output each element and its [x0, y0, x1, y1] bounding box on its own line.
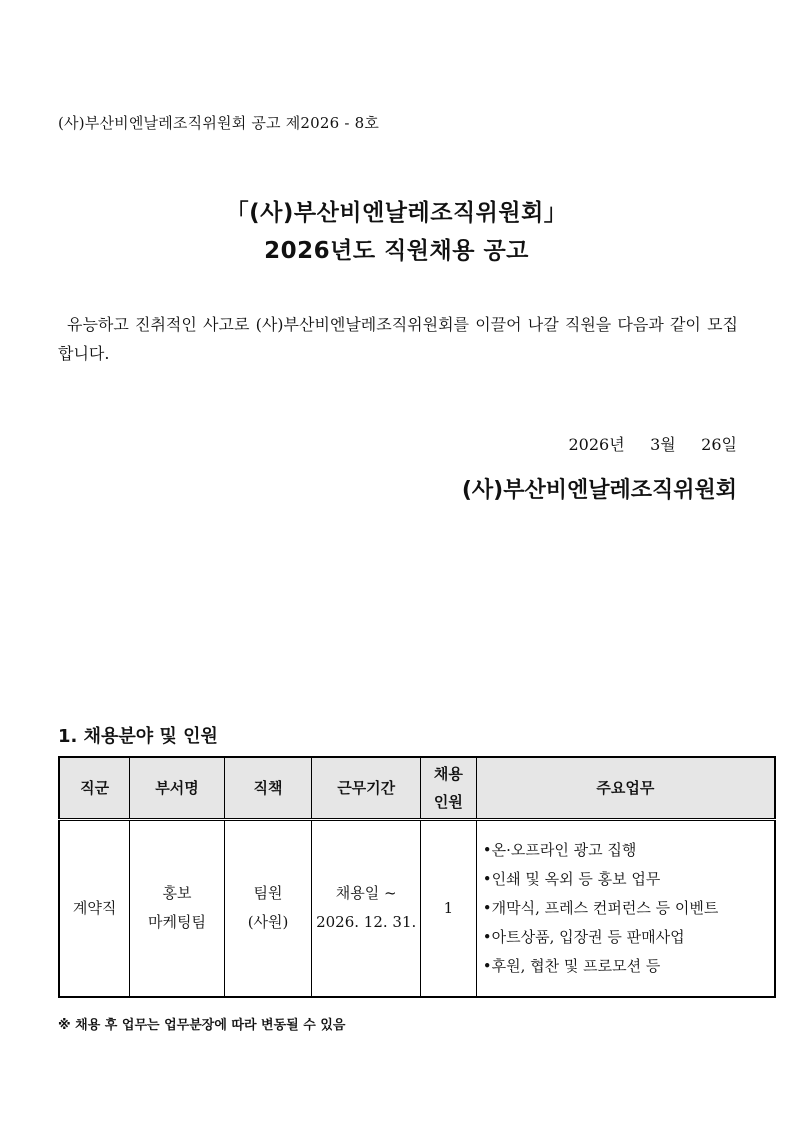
recruitment-table: [58, 756, 776, 998]
header-department: 부서명: [130, 757, 225, 819]
cell-job-type: 계약직: [59, 819, 130, 997]
cell-department-line1: 홍보: [162, 884, 192, 903]
cell-duties: [476, 819, 775, 997]
organization-signature: (사)부산비엔날레조직위원회: [461, 478, 737, 503]
page-title-organization: 「(사)부산비엔날레조직위원회」: [225, 200, 568, 226]
cell-position: [224, 819, 312, 997]
header-position: 직책: [224, 757, 312, 819]
header-period: 근무기간: [312, 757, 421, 819]
duty-item: •온·오프라인 광고 집행: [482, 840, 637, 859]
header-headcount-line1: 채용: [433, 764, 463, 783]
cell-period: [312, 819, 421, 997]
table-row: [59, 819, 775, 997]
footnote: ※ 채용 후 업무는 업무분장에 따라 변동될 수 있음: [58, 1018, 346, 1033]
header-duties: 주요업무: [476, 757, 775, 819]
cell-period-line2: 2026. 12. 31.: [316, 913, 417, 932]
duty-item: •아트상품, 입장권 등 판매사업: [482, 927, 685, 946]
cell-department: [130, 819, 225, 997]
cell-position-line2: (사원): [247, 913, 289, 932]
cell-position-line1: 팀원: [253, 884, 283, 903]
duty-item: •후원, 협찬 및 프로모션 등: [482, 956, 661, 975]
duty-item: •인쇄 및 옥외 등 홍보 업무: [482, 869, 661, 888]
duty-item: •개막식, 프레스 컨퍼런스 등 이벤트: [482, 898, 719, 917]
section-heading: 1. 채용분야 및 인원: [58, 726, 218, 747]
header-headcount-line2: 인원: [433, 792, 463, 811]
announcement-date: 2026년 3월 26일: [568, 435, 737, 454]
header-headcount: [421, 757, 477, 819]
cell-department-line2: 마케팅팀: [147, 913, 206, 932]
page-title: 2026년도 직원채용 공고: [264, 238, 529, 264]
intro-paragraph: 유능하고 진취적인 사고로 (사)부산비엔날레조직위원회를 이끌어 나갈 직원을 다음과 같이 모집합니다.: [58, 315, 738, 363]
table-header-row: [59, 757, 775, 819]
notice-number: (사)부산비엔날레조직위원회 공고 제2026 - 8호: [58, 114, 380, 132]
cell-headcount: 1: [421, 819, 477, 997]
cell-period-line1: 채용일 ~: [335, 884, 397, 903]
header-job-type: 직군: [59, 757, 130, 819]
